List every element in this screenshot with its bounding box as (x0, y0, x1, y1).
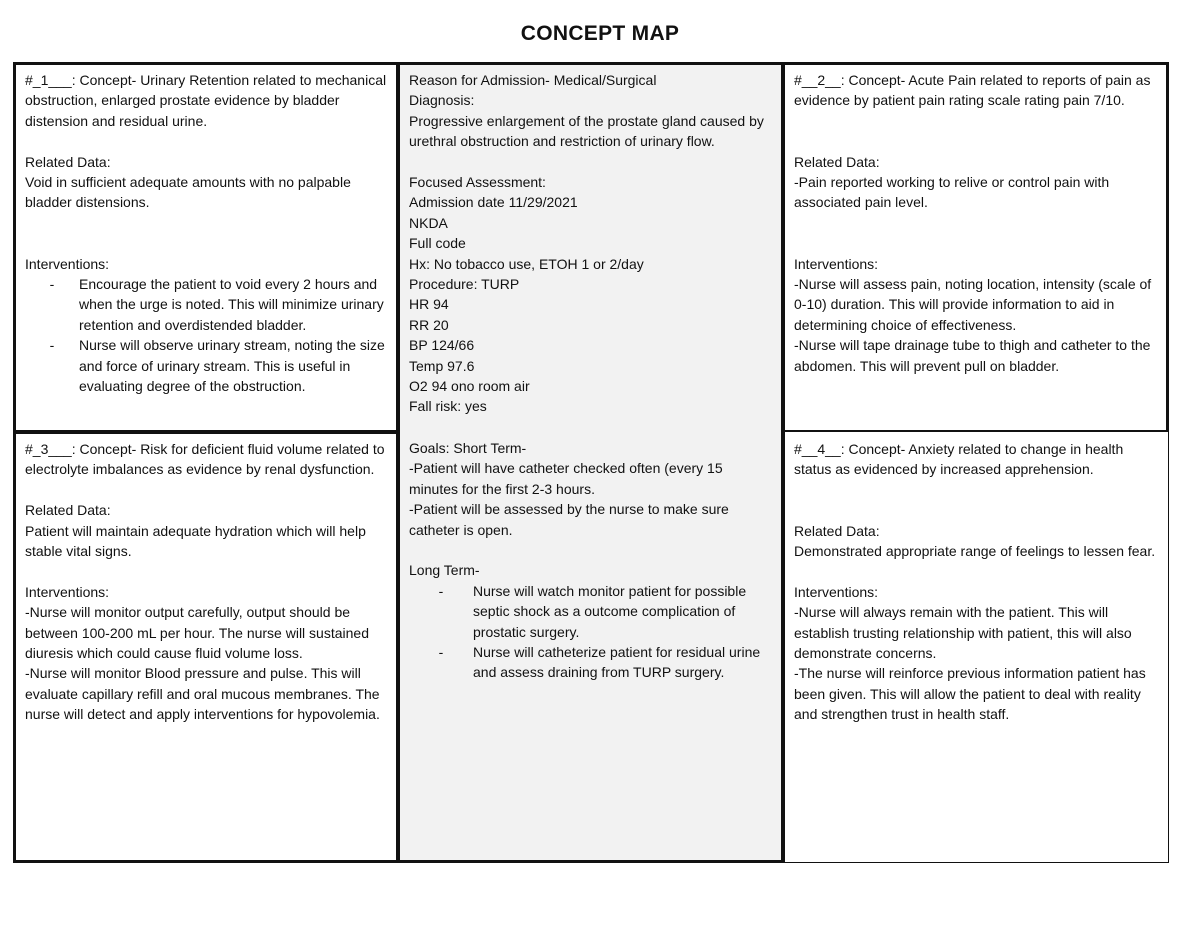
concept-1-intervention-item (25, 335, 387, 396)
concept-3-intervention-text: -Nurse will monitor Blood pressure and pulse. This will evaluate capillary refill and oral mucous membranes. The nurse will detect and apply interventions for hypovolemia. (25, 665, 380, 723)
long-term-goals-label: Long Term- (409, 562, 480, 579)
assessment-item: Temp 97.6 (409, 357, 475, 374)
assessment-item: Full code (409, 235, 466, 252)
concept-4-box (782, 431, 1169, 863)
page-title: CONCEPT MAP (520, 22, 680, 45)
short-term-goal: -Patient will have catheter checked often (every 15 minutes for the first 2-3 hours. (409, 460, 723, 497)
concept-3-related-text: Patient will maintain adequate hydration which will help stable vital signs. (25, 522, 366, 560)
assessment-item: O2 94 ono room air (409, 378, 530, 395)
concept-2-intervention-text: -Nurse will assess pain, noting location, intensity (scale of 0-10) duration. This will provide information to aid in determining choice of effectiveness. (794, 276, 1152, 333)
focused-assessment-label: Focused Assessment: (409, 174, 546, 191)
assessment-item: Procedure: TURP (409, 276, 520, 293)
concept-3-intervention-text: -Nurse will monitor output carefully, output should be between 100-200 mL per hour. The nurse will sustained diuresis which could cause fluid volume loss. (25, 604, 369, 662)
long-term-goal-item (409, 581, 772, 642)
assessment-item: NKDA (409, 214, 448, 231)
concept-1-box (13, 62, 399, 433)
diagnosis-text: Progressive enlargement of the prostate gland caused by urethral obstruction and restriction of urinary flow. (409, 112, 764, 150)
concept-2-intervention-text: -Nurse will tape drainage tube to thigh and catheter to the abdomen. This will prevent pull on bladder. (794, 337, 1151, 374)
concept-2-interventions-label: Interventions: (794, 255, 879, 272)
bullet-dash: - (49, 276, 55, 293)
short-term-goal: -Patient will be assessed by the nurse to make sure catheter is open. (409, 501, 729, 538)
concept-1-intervention-text: Encourage the patient to void every 2 hours and when the urge is noted. This will minimize urinary retention and overdistended bladder. (79, 276, 384, 333)
admission-center-box (397, 62, 784, 863)
concept-4-related-label: Related Data: (794, 522, 880, 539)
assessment-item: HR 94 (409, 296, 449, 313)
assessment-item: Fall risk: yes (409, 398, 487, 415)
concept-3-related-label: Related Data: (25, 502, 111, 519)
concept-1-intervention-item (25, 274, 387, 335)
bullet-dash: - (49, 337, 55, 354)
concept-2-related-label: Related Data: (794, 153, 880, 170)
concept-4-intervention-text: -The nurse will reinforce previous information patient has been given. This will allow the patient to deal with reality and strengthen trust in health staff. (794, 665, 1146, 723)
long-term-goal-text: Nurse will catheterize patient for residual urine and assess draining from TURP surgery. (473, 643, 761, 681)
concept-1-heading: #_1___: Concept- Urinary Retention related to mechanical obstruction, enlarged prostate evidence by bladder distension and residual urine. (25, 72, 387, 129)
concept-2-box (782, 62, 1169, 433)
diagnosis-label: Diagnosis: (409, 92, 475, 109)
long-term-goal-item (409, 642, 772, 683)
concept-1-related-label: Related Data: (25, 153, 111, 170)
concept-1-intervention-text: Nurse will observe urinary stream, noting the size and force of urinary stream. This is useful in evaluating degree of the obstruction. (79, 337, 385, 395)
assessment-item: BP 124/66 (409, 337, 475, 354)
long-term-goal-text: Nurse will watch monitor patient for possible septic shock as a outcome complication of prostatic surgery. (473, 582, 747, 640)
bullet-dash: - (438, 582, 444, 599)
concept-2-related-text: -Pain reported working to relive or control pain with associated pain level. (794, 174, 1110, 211)
assessment-item: Admission date 11/29/2021 (409, 194, 578, 211)
concept-1-related-text: Void in sufficient adequate amounts with no palpable bladder distensions. (25, 174, 351, 211)
concept-4-related-text: Demonstrated appropriate range of feelings to lessen fear. (794, 543, 1156, 560)
concept-3-box (13, 431, 399, 863)
bullet-dash: - (438, 643, 444, 660)
concept-1-interventions-label: Interventions: (25, 255, 110, 272)
concept-4-heading: #__4__: Concept- Anxiety related to change in health status as evidenced by increased apprehension. (794, 441, 1124, 478)
reason-for-admission-label: Reason for Admission- Medical/Surgical (409, 72, 657, 88)
assessment-item: Hx: No tobacco use, ETOH 1 or 2/day (409, 255, 644, 272)
concept-4-intervention-text: -Nurse will always remain with the patient. This will establish trusting relationship with patient, this will also demonstrate concerns. (794, 604, 1132, 662)
concept-4-interventions-label: Interventions: (794, 583, 879, 600)
concept-3-interventions-label: Interventions: (25, 583, 110, 600)
assessment-item: RR 20 (409, 316, 449, 333)
concept-2-heading: #__2__: Concept- Acute Pain related to reports of pain as evidence by patient pain rating scale rating pain 7/10. (794, 72, 1151, 109)
concept-3-heading: #_3___: Concept- Risk for deficient fluid volume related to electrolyte imbalances as evidence by renal dysfunction. (25, 441, 385, 478)
short-term-goals-label: Goals: Short Term- (409, 439, 527, 456)
